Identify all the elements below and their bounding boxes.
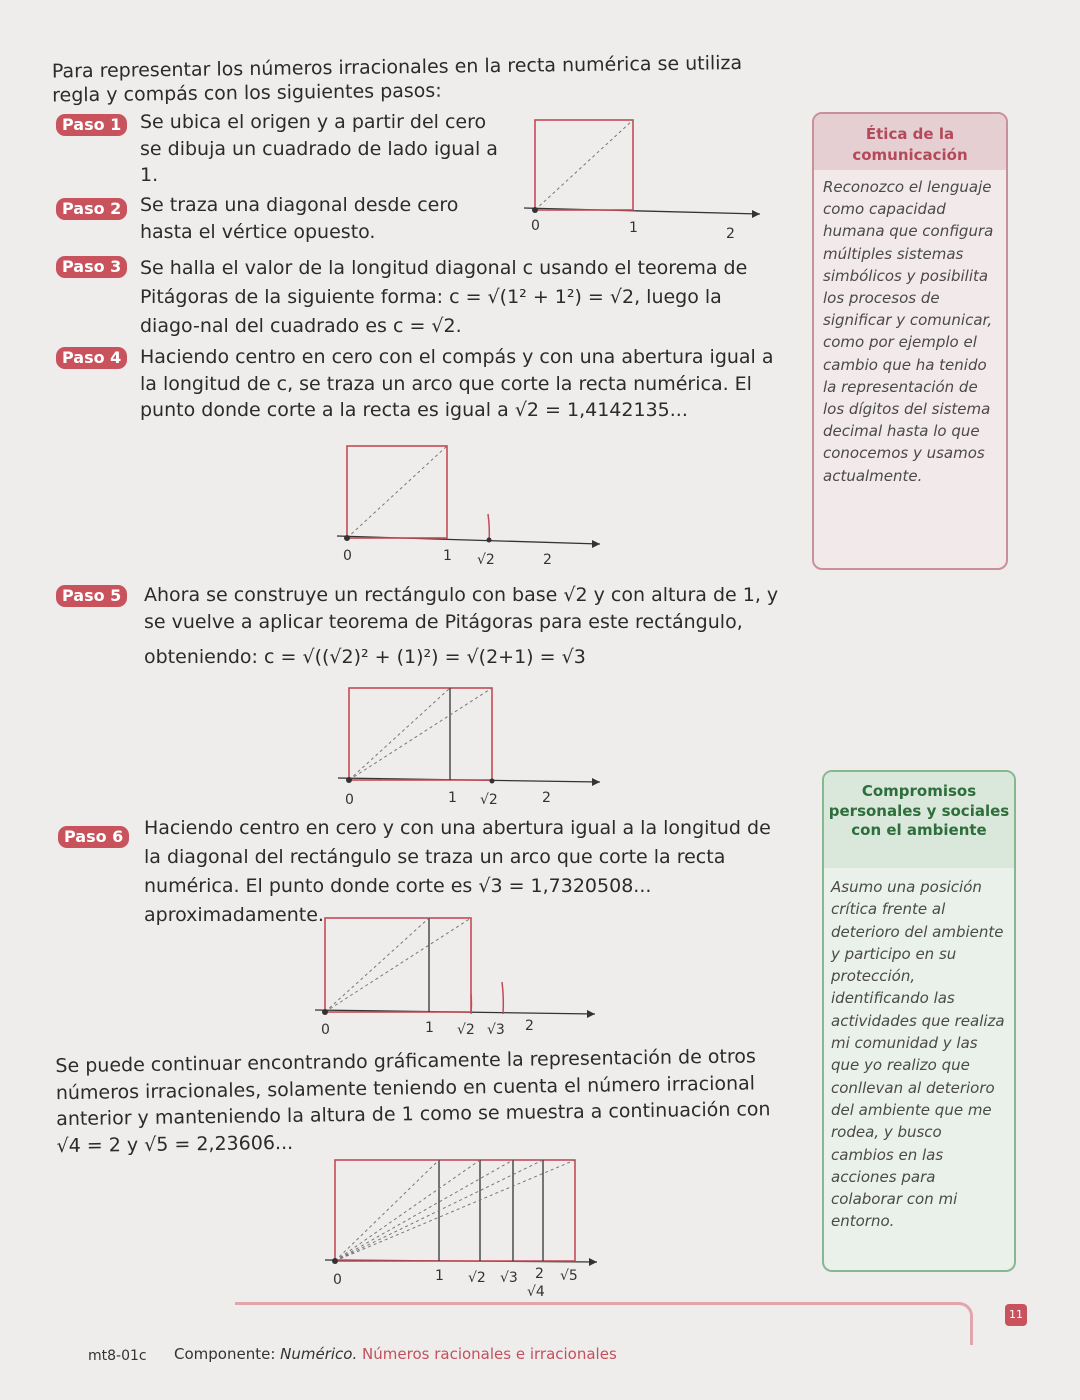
commitments-title: Compromisos personales y sociales con el ambiente (824, 772, 1014, 868)
step5-formula: c = √((√2)² + (1)²) = √(2+1) = √3 (264, 646, 586, 668)
arrow-head (752, 210, 760, 218)
arc-sqrt2 (471, 994, 472, 1014)
step3-formula-b: c = √2. (392, 315, 462, 337)
label-2: 2 (726, 226, 735, 242)
step5-text-a: Ahora se construye un rectángulo con base √2 y con altura de 1, y se vuelve a aplicar teorema de Pitágoras para este rectángulo, (144, 584, 779, 633)
diagonal-2 (335, 1160, 480, 1261)
ethics-body: Reconozco el lenguaje como capacidad humana que configura múltiples sistemas simbólicos y posibilita los procesos de significar y comunicar, como por ejemplo el cambio que ha tenido la representación de los dígitos del sistema decimal hasta lo que conocemos y usamos actualmente. (823, 178, 994, 485)
step5-line (144, 644, 784, 671)
diagonal-1 (349, 688, 450, 780)
step1-badge: Paso 1 (56, 114, 127, 136)
closing-formula: √4 = 2 y √5 = 2,23606... (56, 1131, 294, 1157)
label-0: 0 (531, 218, 540, 234)
figure-unit-square (510, 110, 770, 245)
step2-badge: Paso 2 (56, 198, 127, 220)
figure-rectangle-sqrt2 (328, 680, 613, 810)
label-2: 2 (525, 1018, 534, 1034)
step3-text (140, 254, 785, 341)
step6-text-c: aproximadamente. (144, 904, 324, 926)
label-0: 0 (321, 1022, 330, 1038)
label-1: 1 (425, 1020, 434, 1036)
footer-topic: Números racionales e irracionales (362, 1345, 617, 1363)
step3-text-a: Se halla el valor de la longitud diagonal c usando el teorema de Pitágoras de la siguiente forma: (140, 257, 748, 308)
label-sqrt2: √2 (480, 792, 498, 808)
label-1: 1 (435, 1268, 444, 1284)
footer-component-name: Numérico. (280, 1345, 358, 1363)
intro-paragraph: Para representar los números irracionales en la recta numérica se utiliza regla y compás con los siguientes pasos: (51, 52, 743, 107)
sqrt2-point (490, 779, 495, 784)
figure-sqrt3-arc (305, 910, 605, 1042)
label-sqrt2: √2 (457, 1022, 475, 1038)
number-line (524, 208, 760, 214)
step4-body: Haciendo centro en cero con el compás y con una abertura igual a la longitud de c, se traza un arco que corte la recta numérica. El punto donde corte a la recta es igual a (140, 346, 774, 421)
footer-component-label: Componente: (174, 1345, 276, 1363)
diagonal-2 (349, 688, 492, 780)
figure-sqrt2-arc (325, 436, 615, 571)
label-sqrt5: √5 (560, 1268, 578, 1284)
step5-badge: Paso 5 (56, 585, 127, 607)
label-sqrt3: √3 (487, 1022, 505, 1038)
step6-body: Haciendo centro en cero y con una abertura igual a la longitud de la diagonal del rectángulo se traza un arco que corte la recta numérica. El punto donde corte es (144, 817, 771, 897)
rectangle (335, 1160, 575, 1261)
diagonal (347, 446, 447, 538)
label-0: 0 (333, 1272, 342, 1288)
diagonal-1 (335, 1160, 439, 1261)
origin-point (322, 1009, 328, 1015)
label-2: 2 (543, 552, 552, 568)
label-sqrt4: √4 (527, 1284, 545, 1300)
step6-badge: Paso 6 (58, 826, 129, 848)
origin-point (346, 777, 352, 783)
label-0: 0 (345, 792, 354, 808)
arrow-head (592, 778, 600, 786)
label-1: 1 (629, 220, 638, 236)
closing-paragraph (55, 1043, 796, 1159)
ethics-title: Ética de la comunicación (814, 114, 1006, 170)
step2-text: Se traza una diagonal desde cero hasta el vértice opuesto. (140, 194, 459, 243)
diagonal-1 (325, 918, 429, 1012)
diagonal-2 (325, 918, 471, 1012)
arrow-head (592, 540, 600, 548)
label-sqrt3: √3 (500, 1270, 518, 1286)
closing-text: Se puede continuar encontrando gráficamente la representación de otros números irracionales, solamente teniendo en cuenta el número irracional anterior y manteniendo la altura de 1 como se muestra a continuación con (55, 1045, 771, 1131)
diagonal (535, 120, 633, 210)
footer-rule (235, 1302, 973, 1345)
origin-point (344, 535, 350, 541)
arc-sqrt3 (502, 982, 503, 1014)
label-1: 1 (443, 548, 452, 564)
footer-component (174, 1345, 617, 1363)
origin-point (332, 1258, 338, 1264)
commitments-box (822, 770, 1016, 1272)
sqrt2-point (487, 538, 492, 543)
step4-text (140, 344, 785, 424)
diagonal-3 (335, 1160, 513, 1261)
step6-formula: √3 = 1,7320508... (478, 875, 652, 897)
step1-text: Se ubica el origen y a partir del cero se dibuja un cuadrado de lado igual a 1. (140, 111, 498, 186)
label-2: 2 (535, 1266, 544, 1282)
label-1: 1 (448, 790, 457, 806)
page-number: 11 (1005, 1304, 1027, 1326)
step3-text-b: , luego la diago-nal del cuadrado es (140, 286, 722, 337)
label-2: 2 (542, 790, 551, 806)
arrow-head (587, 1010, 595, 1018)
ethics-box (812, 112, 1008, 570)
figure-sqrt4-sqrt5 (315, 1150, 605, 1302)
step4-formula: √2 = 1,4142135... (514, 399, 688, 421)
diagonal-5 (335, 1160, 575, 1261)
label-sqrt2: √2 (468, 1270, 486, 1286)
step3-badge: Paso 3 (56, 256, 127, 278)
footer-code: mt8-01c (88, 1348, 147, 1364)
step5-text-b: obteniendo: (144, 646, 258, 668)
step4-badge: Paso 4 (56, 347, 127, 369)
arrow-head (589, 1258, 597, 1266)
step3-formula-a: c = √(1² + 1²) = √2 (449, 286, 635, 308)
origin-point (532, 207, 538, 213)
label-0: 0 (343, 548, 352, 564)
commitments-body: Asumo una posición crítica frente al deterioro del ambiente y participo en su protección, identificando las actividades que realiza mi comunidad y las que yo realizo que conllevan al deterioro del ambiente que me rodea, y busco cambios en las acciones para colaborar con mi entorno. (831, 878, 1005, 1231)
label-sqrt2: √2 (477, 552, 495, 568)
